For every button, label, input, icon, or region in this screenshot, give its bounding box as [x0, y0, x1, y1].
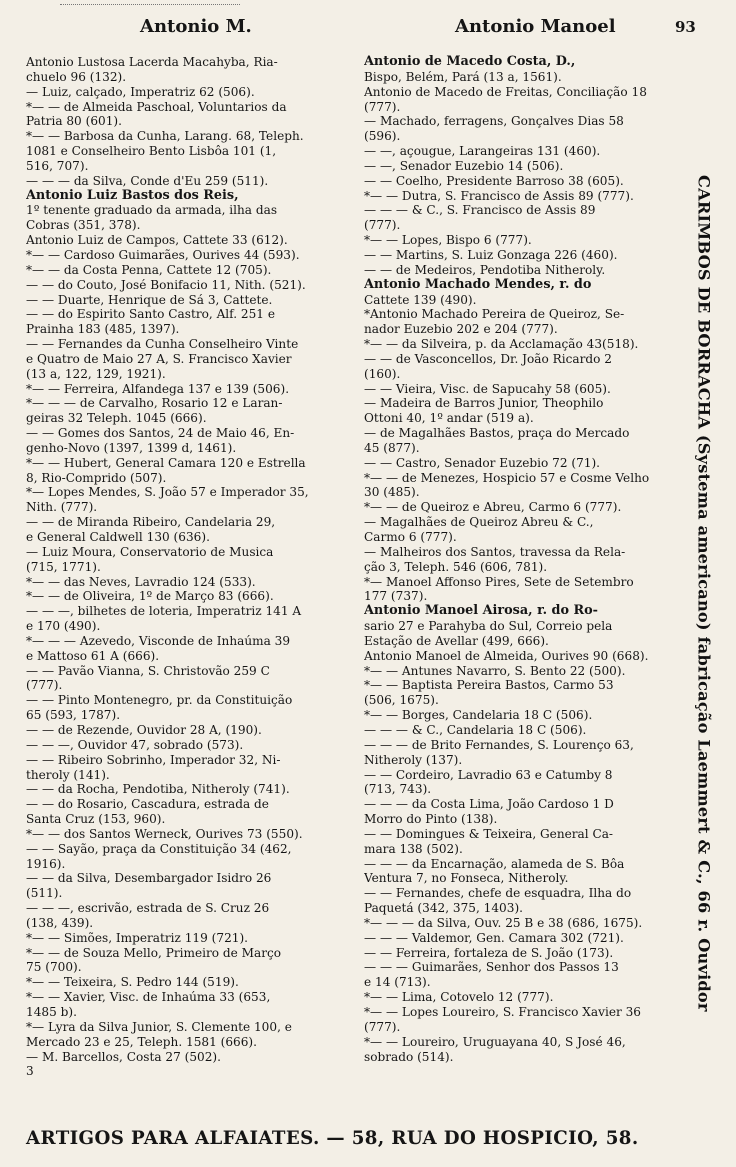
- directory-line: — Machado, ferragens, Gonçalves Dias 58: [364, 114, 624, 129]
- directory-entry-heading: Antonio de Macedo Costa, D.,: [364, 55, 576, 69]
- directory-line: — — Castro, Senador Euzebio 72 (71).: [364, 455, 601, 470]
- directory-line: *— — Borges, Candelaria 18 C (506).: [364, 708, 593, 723]
- directory-line: — — —, escrivão, estrada de S. Cruz 26: [26, 901, 270, 916]
- directory-line: — — do Couto, José Bonifacio 11, Nith. (521).: [26, 277, 306, 292]
- directory-line: Patria 80 (601).: [26, 114, 122, 129]
- directory-line: — — — Guimarães, Senhor dos Passos 13: [364, 960, 619, 975]
- directory-line: *— — Barbosa da Cunha, Larang. 68, Teleph.: [26, 129, 304, 144]
- directory-line: 75 (700).: [26, 960, 82, 975]
- directory-line: (138, 439).: [26, 915, 94, 930]
- directory-line: — — — Valdemor, Gen. Camara 302 (721).: [364, 930, 624, 945]
- directory-line: theroly (141).: [26, 767, 110, 782]
- directory-line: Carmo 6 (777).: [364, 530, 457, 544]
- directory-entry-heading: Antonio Luiz Bastos dos Reis,: [26, 188, 239, 203]
- directory-line: *— — Dutra, S. Francisco de Assis 89 (777).: [364, 188, 634, 203]
- directory-line: — — da Silva, Desembargador Isidro 26: [26, 871, 272, 886]
- directory-line: (777).: [26, 678, 63, 693]
- directory-line: — — Ribeiro Sobrinho, Imperador 32, Ni-: [26, 752, 281, 767]
- footer-advertisement: ARTIGOS PARA ALFAIATES. — 58, RUA DO HOSPICIO, 58.: [26, 1128, 639, 1149]
- directory-line: *— — Lopes Loureiro, S. Francisco Xavier 36: [364, 1005, 641, 1019]
- directory-entry-heading: Antonio Machado Mendes, r. do: [364, 277, 592, 292]
- directory-line: — Madeira de Barros Junior, Theophilo: [364, 396, 604, 411]
- directory-line: *— — Ferreira, Alfandega 137 e 139 (506).: [26, 381, 290, 396]
- directory-line: *— — Antunes Navarro, S. Bento 22 (500).: [364, 663, 626, 678]
- directory-line: — — Fernandes da Cunha Conselheiro Vinte: [26, 337, 299, 352]
- directory-line: *— — Simões, Imperatriz 119 (721).: [26, 930, 249, 945]
- directory-line: *— — de Menezes, Hospicio 57 e Cosme Velho: [364, 470, 650, 485]
- directory-line: — — Pinto Montenegro, pr. da Constituição: [26, 693, 293, 708]
- directory-line: *— — Cardoso Guimarães, Ourives 44 (593).: [26, 247, 300, 262]
- directory-line: — — — & C., Candelaria 18 C (506).: [364, 722, 587, 737]
- directory-line: (777).: [364, 218, 401, 233]
- directory-line: Prainha 183 (485, 1397).: [26, 322, 180, 337]
- directory-line: Paquetá (342, 375, 1403).: [364, 901, 524, 916]
- directory-line: — — —, Ouvidor 47, sobrado (573).: [26, 737, 244, 752]
- directory-line: *— — da Costa Penna, Cattete 12 (705).: [26, 262, 272, 277]
- directory-line: Antonio de Macedo de Freitas, Conciliação 18: [364, 84, 647, 99]
- directory-line: *— — Lopes, Bispo 6 (777).: [364, 233, 532, 248]
- directory-line: Ottoni 40, 1º andar (519 a).: [364, 411, 534, 426]
- directory-line: 8, Rio-Comprido (507).: [26, 470, 167, 485]
- directory-line: 65 (593, 1787).: [26, 708, 121, 723]
- directory-line: Morro do Pinto (138).: [364, 812, 498, 827]
- directory-line: e 14 (713).: [364, 975, 431, 990]
- directory-line: (13 a, 122, 129, 1921).: [26, 366, 166, 381]
- directory-line: — — Cordeiro, Lavradio 63 e Catumby 8: [364, 767, 613, 782]
- directory-line: sario 27 e Parahyba do Sul, Correio pela: [364, 619, 613, 634]
- directory-line: Cobras (351, 378).: [26, 218, 141, 233]
- directory-line: Estação de Avellar (499, 666).: [364, 633, 549, 648]
- directory-line: e Mattoso 61 A (666).: [26, 648, 160, 663]
- directory-line: (506, 1675).: [364, 693, 439, 708]
- directory-line: — Luiz, calçado, Imperatriz 62 (506).: [26, 84, 255, 99]
- directory-line: 1081 e Conselheiro Bento Lisbôa 101 (1,: [26, 144, 277, 159]
- directory-entry-heading: Antonio Manoel Airosa, r. do Ro-: [364, 604, 598, 619]
- directory-line: — —, açougue, Larangeiras 131 (460).: [364, 144, 601, 159]
- directory-line: *Antonio Machado Pereira de Queiroz, Se-: [364, 307, 625, 322]
- directory-line: — de Magalhães Bastos, praça do Mercado: [364, 426, 630, 441]
- directory-line: Mercado 23 e 25, Teleph. 1581 (666).: [26, 1034, 257, 1049]
- directory-line: genho-Novo (1397, 1399 d, 1461).: [26, 440, 237, 455]
- directory-line: — — — da Encarnação, alameda de S. Bôa: [364, 856, 625, 871]
- directory-line: 3: [26, 1064, 34, 1079]
- directory-line: *— — — da Silva, Ouv. 25 B e 38 (686, 1675).: [364, 915, 643, 930]
- side-advertisement: [689, 58, 719, 1128]
- directory-line: geiras 32 Teleph. 1045 (666).: [26, 411, 207, 426]
- directory-line: ção 3, Teleph. 546 (606, 781).: [364, 559, 548, 574]
- directory-line: *— — Baptista Pereira Bastos, Carmo 53: [364, 678, 614, 693]
- directory-line: — — Vieira, Visc. de Sapucahy 58 (605).: [364, 381, 611, 396]
- header-right: Antonio Manoel: [455, 16, 616, 37]
- directory-line: *— — — Azevedo, Visconde de Inhaúma 39: [26, 633, 291, 648]
- directory-line: e General Caldwell 130 (636).: [26, 530, 210, 544]
- directory-line: (777).: [364, 99, 401, 114]
- directory-line: — — Gomes dos Santos, 24 de Maio 46, En-: [26, 426, 295, 441]
- left-column: [26, 55, 358, 1079]
- directory-line: — — — de Brito Fernandes, S. Lourenço 63,: [364, 737, 634, 752]
- directory-line: nador Euzebio 202 e 204 (777).: [364, 322, 558, 337]
- directory-line: *— — de Almeida Paschoal, Voluntarios da: [26, 99, 287, 114]
- directory-line: *— — da Silveira, p. da Acclamação 43(518).: [364, 337, 639, 352]
- directory-line: — — Martins, S. Luiz Gonzaga 226 (460).: [364, 247, 618, 262]
- directory-line: Ventura 7, no Fonseca, Nitheroly.: [364, 871, 569, 886]
- directory-line: — Malheiros dos Santos, travessa da Rela-: [364, 544, 626, 559]
- directory-line: *— — de Queiroz e Abreu, Carmo 6 (777).: [364, 500, 622, 515]
- directory-line: — — de Rezende, Ouvidor 28 A, (190).: [26, 722, 262, 737]
- directory-line: — — — da Silva, Conde d'Eu 259 (511).: [26, 173, 269, 188]
- page-number: 93: [675, 18, 696, 36]
- directory-line: chuelo 96 (132).: [26, 69, 127, 84]
- directory-line: *— — de Souza Mello, Primeiro de Março: [26, 945, 282, 960]
- directory-line: Bispo, Belém, Pará (13 a, 1561).: [364, 69, 562, 84]
- directory-line: 1485 b).: [26, 1005, 77, 1019]
- directory-line: 516, 707).: [26, 158, 89, 173]
- directory-line: (777).: [364, 1019, 401, 1034]
- directory-line: sobrado (514).: [364, 1049, 454, 1064]
- directory-line: Antonio Luiz de Campos, Cattete 33 (612).: [26, 233, 288, 248]
- directory-line: *— — dos Santos Werneck, Ourives 73 (550).: [26, 826, 303, 841]
- directory-line: — Luiz Moura, Conservatorio de Musica: [26, 544, 274, 559]
- directory-line: *— — Xavier, Visc. de Inhaúma 33 (653,: [26, 990, 271, 1005]
- right-column: [364, 55, 686, 1064]
- directory-line: — — — da Costa Lima, João Cardoso 1 D: [364, 797, 614, 812]
- directory-line: mara 138 (502).: [364, 841, 463, 856]
- directory-line: Nith. (777).: [26, 500, 98, 515]
- directory-line: — — do Rosario, Cascadura, estrada de: [26, 797, 269, 812]
- directory-line: (511).: [26, 886, 63, 901]
- directory-line: 1916).: [26, 856, 66, 871]
- directory-line: (160).: [364, 366, 401, 381]
- directory-line: — — Sayão, praça da Constituição 34 (462,: [26, 841, 292, 856]
- directory-line: 1º tenente graduado da armada, ilha das: [26, 203, 278, 218]
- top-ornament: [60, 4, 240, 11]
- directory-line: — —, Senador Euzebio 14 (506).: [364, 158, 564, 173]
- directory-line: — — Ferreira, fortaleza de S. João (173).: [364, 945, 614, 960]
- directory-line: — — Duarte, Henrique de Sá 3, Cattete.: [26, 292, 273, 307]
- directory-line: 177 (737).: [364, 589, 428, 604]
- directory-line: *— — das Neves, Lavradio 124 (533).: [26, 574, 256, 589]
- directory-line: — — da Rocha, Pendotiba, Nitheroly (741).: [26, 782, 290, 797]
- directory-line: Antonio Lustosa Lacerda Macahyba, Ria-: [26, 55, 278, 69]
- directory-line: — — —, bilhetes de loteria, Imperatriz 141 A: [26, 604, 302, 619]
- directory-line: *— — Hubert, General Camara 120 e Estrella: [26, 455, 306, 470]
- directory-line: e 170 (490).: [26, 619, 101, 634]
- directory-line: — — Fernandes, chefe de esquadra, Ilha do: [364, 886, 632, 901]
- directory-line: *— — Lima, Cotovelo 12 (777).: [364, 990, 554, 1005]
- side-banner-text: CARIMBOS DE BORRACHA (Systema americano) fabricação Laemmert & C., 66 r. Ouvidor: [694, 174, 714, 1012]
- directory-line: 30 (485).: [364, 485, 420, 500]
- directory-line: — — de Vasconcellos, Dr. João Ricardo 2: [364, 351, 612, 366]
- directory-line: — — de Medeiros, Pendotiba Nitheroly.: [364, 262, 606, 277]
- directory-line: — — Coelho, Presidente Barroso 38 (605).: [364, 173, 624, 188]
- directory-line: (596).: [364, 129, 401, 144]
- directory-line: — — Pavão Vianna, S. Christovão 259 C: [26, 663, 270, 678]
- directory-line: — — — & C., S. Francisco de Assis 89: [364, 203, 596, 218]
- directory-line: — — de Miranda Ribeiro, Candelaria 29,: [26, 515, 276, 530]
- directory-line: — M. Barcellos, Costa 27 (502).: [26, 1049, 221, 1064]
- directory-line: *— Lyra da Silva Junior, S. Clemente 100, e: [26, 1019, 292, 1034]
- directory-line: Santa Cruz (153, 960).: [26, 812, 166, 827]
- directory-line: *— Manoel Affonso Pires, Sete de Setembro: [364, 574, 634, 589]
- directory-line: 45 (877).: [364, 440, 420, 455]
- directory-line: *— — Teixeira, S. Pedro 144 (519).: [26, 975, 239, 990]
- directory-line: Nitheroly (137).: [364, 752, 463, 767]
- directory-line: (715, 1771).: [26, 559, 101, 574]
- directory-line: Antonio Manoel de Almeida, Ourives 90 (668).: [364, 648, 649, 663]
- directory-line: *— Lopes Mendes, S. João 57 e Imperador 35,: [26, 485, 309, 500]
- directory-line: *— — Loureiro, Uruguayana 40, S José 46,: [364, 1034, 626, 1049]
- directory-line: *— — de Oliveira, 1º de Março 83 (666).: [26, 589, 274, 604]
- header-left: Antonio M.: [140, 16, 252, 37]
- directory-line: — — Domingues & Teixeira, General Ca-: [364, 826, 614, 841]
- directory-line: (713, 743).: [364, 782, 432, 797]
- directory-line: e Quatro de Maio 27 A, S. Francisco Xavier: [26, 351, 292, 366]
- directory-line: — — do Espirito Santo Castro, Alf. 251 e: [26, 307, 275, 322]
- directory-line: — Magalhães de Queiroz Abreu & C.,: [364, 515, 594, 530]
- directory-line: *— — — de Carvalho, Rosario 12 e Laran-: [26, 396, 283, 411]
- directory-line: Cattete 139 (490).: [364, 292, 477, 307]
